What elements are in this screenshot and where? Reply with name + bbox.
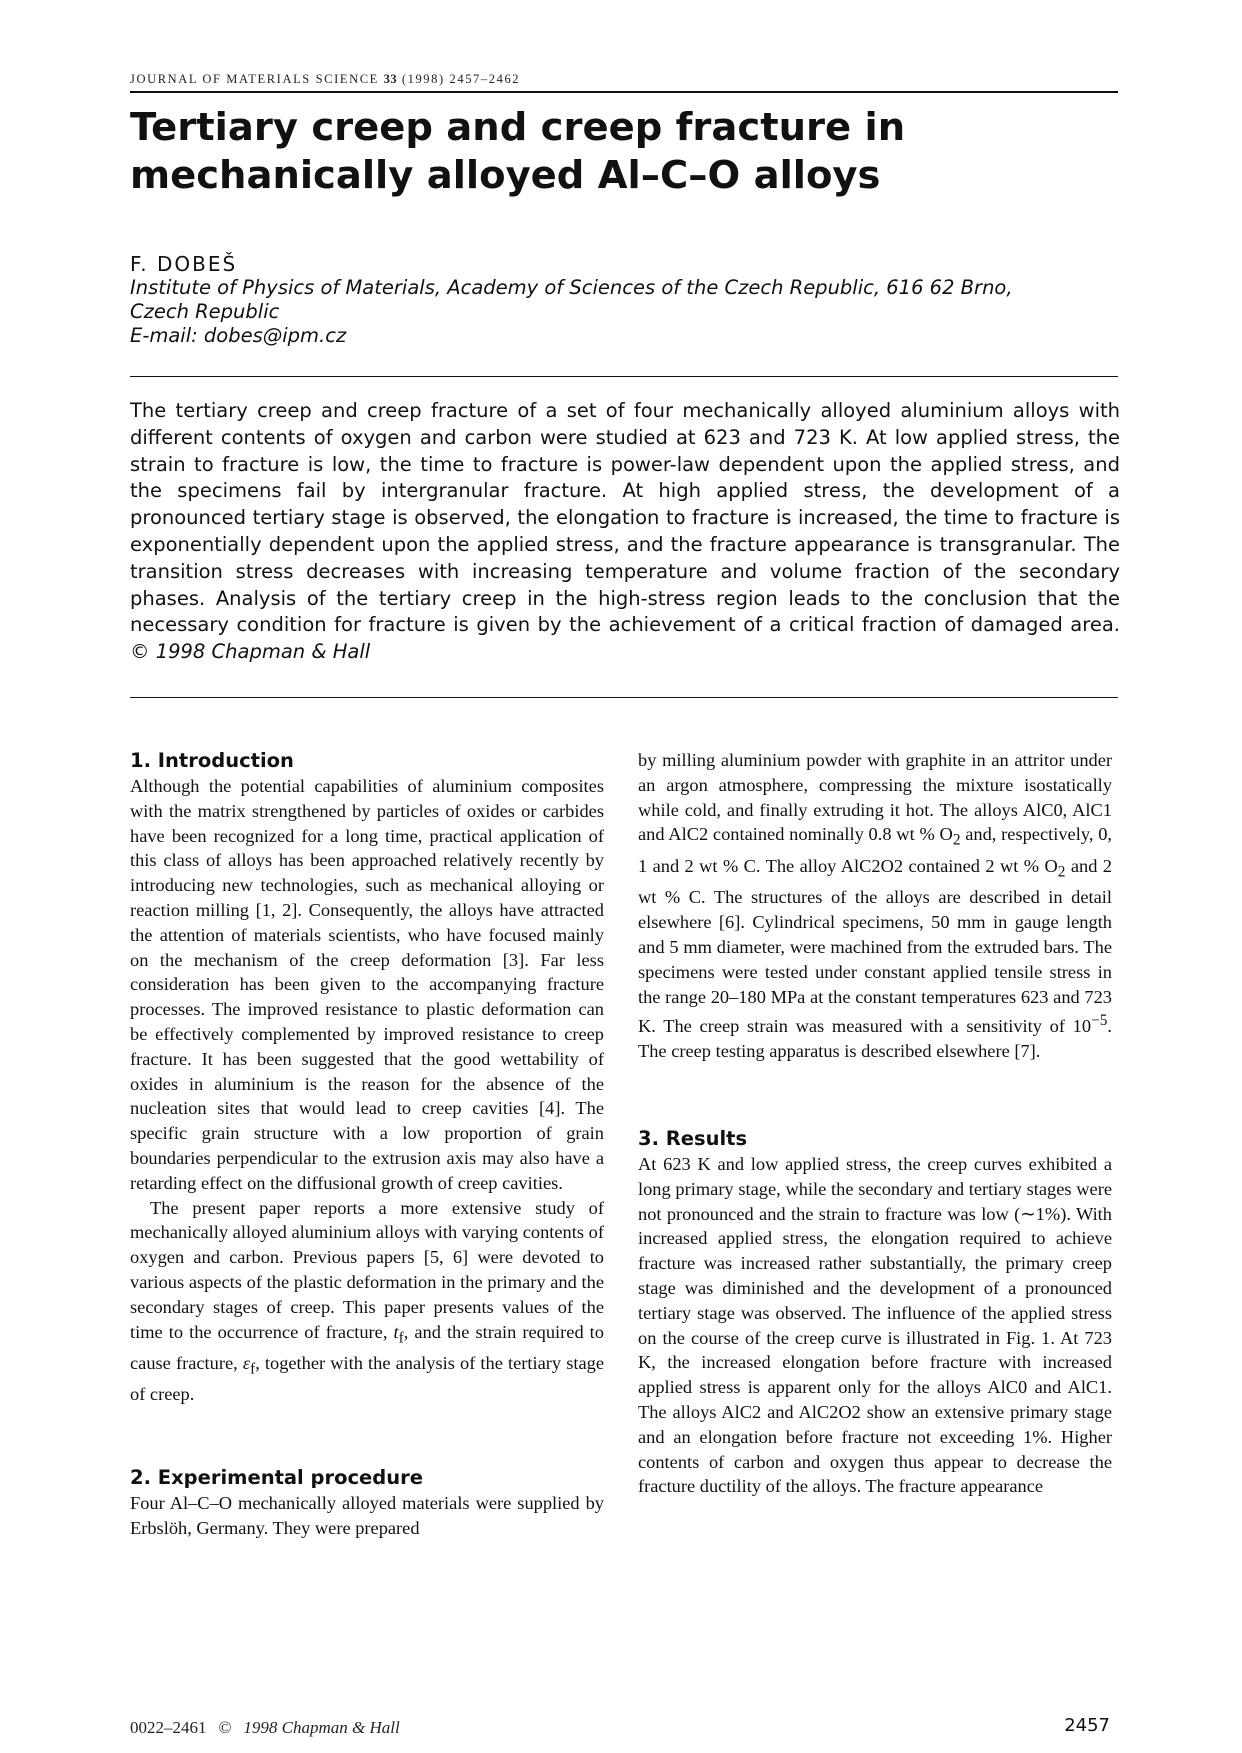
footer-publisher: 1998 Chapman & Hall <box>243 1718 400 1737</box>
abstract <box>130 398 1120 666</box>
author-name: F. DOBEŠ <box>130 252 238 276</box>
paper-title: Tertiary creep and creep fracture in mechanically alloyed Al–C–O alloys <box>130 105 906 198</box>
affiliation-line-2: Czech Republic <box>130 300 280 323</box>
affiliation-line-1: Institute of Physics of Materials, Academy of Sciences of the Czech Republic, 616 62 Brno, <box>130 276 1013 299</box>
running-head <box>130 72 1110 87</box>
experimental-paragraph-start: Four Al–C–O mechanically alloyed materials were supplied by Erbslöh, Germany. They were prepared <box>130 1493 604 1539</box>
author-affiliation <box>130 276 1120 348</box>
footer-copyright-symbol: © <box>218 1718 232 1737</box>
journal-year-pages: (1998) 2457–2462 <box>401 72 521 86</box>
journal-volume: 33 <box>383 72 398 86</box>
author-email: E-mail: dobes@ipm.cz <box>130 324 347 347</box>
abstract-text: The tertiary creep and creep fracture of a set of four mechanically alloyed aluminium alloys with different contents of oxygen and carbon were studied at 623 and 723 K. At low applied stress, the strain to fracture is low, the time to fracture is power-law dependent upon the applied stress, and the specimens fail by intergranular fracture. At high applied stress, the development of a pronounced tertiary stage is observed, the elongation to fracture is increased, the time to fracture is exponentially dependent upon the applied stress, and the fracture appearance is transgranular. The transition stress decreases with increasing temperature and volume fraction of the secondary phases. Analysis of the tertiary creep in the high-stress region leads to the conclusion that the necessary condition for fracture is given by the achievement of a critical fraction of damaged area. <box>130 399 1120 637</box>
footer-issn-line <box>130 1718 400 1738</box>
journal-name: JOURNAL OF MATERIALS SCIENCE <box>130 72 379 86</box>
intro-paragraph-2: The present paper reports a more extensive study of mechanically alloyed aluminium alloys with varying contents of oxygen and carbon. Previous papers [5, 6] were devoted to various aspects of the plastic deformation in the primary and the secondary stages of creep. This paper presents values of the time to the occurrence of fracture, $t_f$, and the strain required to cause fracture, $\varepsilon_f$, together with the analysis of the tertiary stage of creep. <box>130 1197 604 1405</box>
experimental-paragraph-continued: by milling aluminium powder with graphite in an attritor under an argon atmosphere, compressing the mixture isostatically while cold, and finally extruding it hot. The alloys AlC0, AlC1 and AlC2 contained nominally 0.8 wt % $O_2$ and, respectively, 0, 1 and 2 wt % C. The alloy AlC2O2 contained 2 wt % $O_2$ and 2 wt % C. The structures of the alloys are described in detail elsewhere [6]. Cylindrical specimens, 50 mm in gauge length and 5 mm diameter, were machined from the extruded bars. The specimens were tested under constant applied tensile stress in the range 20–180 MPa at the constant temperatures 623 and 723 K. The creep strain was measured with a sensitivity of $10^{-5}$. The creep testing apparatus is described elsewhere [7]. <box>638 750 1112 1062</box>
section-heading-introduction: 1. Introduction <box>130 749 294 772</box>
footer-issn: 0022–2461 <box>130 1718 207 1737</box>
results-paragraph-1: At 623 K and low applied stress, the creep curves exhibited a long primary stage, while the secondary and tertiary stages were not pronounced and the strain to fracture was low (∼1%). With increased applied stress, the elongation required to achieve fracture was increased rather substantially, the primary creep stage was diminished and the development of a pronounced tertiary stage was observed. The influence of the applied stress on the course of the creep curve is illustrated in Fig. 1. At 723 K, the increased elongation before fracture with increased applied stress is apparent only for the alloys AlC0 and AlC1. The alloys AlC2 and AlC2O2 show an extensive primary stage and an elongation before fracture not exceeding 1%. Higher contents of carbon and oxygen thus appear to decrease the fracture ductility of the alloys. The fracture appearance <box>638 1154 1112 1497</box>
abstract-copyright: © 1998 Chapman & Hall <box>130 640 371 664</box>
right-column <box>638 748 1112 1499</box>
abstract-bottom-rule <box>130 697 1118 698</box>
section-heading-experimental: 2. Experimental procedure <box>130 1466 423 1490</box>
top-rule <box>130 91 1118 93</box>
section-heading-results: 3. Results <box>638 1127 748 1151</box>
intro-paragraph-1: Although the potential capabilities of aluminium composites with the matrix strengthened by particles of oxides or carbides have been recognized for a long time, practical application of this class of alloys has been approached relatively recently by introducing new technologies, such as mechanical alloying or reaction milling [1, 2]. Consequently, the alloys have attracted the attention of materials scientists, who have focused mainly on the mechanism of the creep deformation [3]. Far less consideration has been given to the accompanying fracture processes. The improved resistance to plastic deformation can be effectively complemented by improved resistance to creep fracture. It has been suggested that the good wettability of oxides in aluminium is the reason for the absence of the nucleation sites that would lead to creep cavities [4]. The specific grain structure with a low proportion of grain boundaries perpendicular to the extrusion axis may also have a retarding effect on the diffusional growth of creep cavities. <box>130 776 604 1193</box>
abstract-top-rule <box>130 376 1118 377</box>
left-column <box>130 748 604 1541</box>
page-number: 2457 <box>1064 1715 1110 1736</box>
